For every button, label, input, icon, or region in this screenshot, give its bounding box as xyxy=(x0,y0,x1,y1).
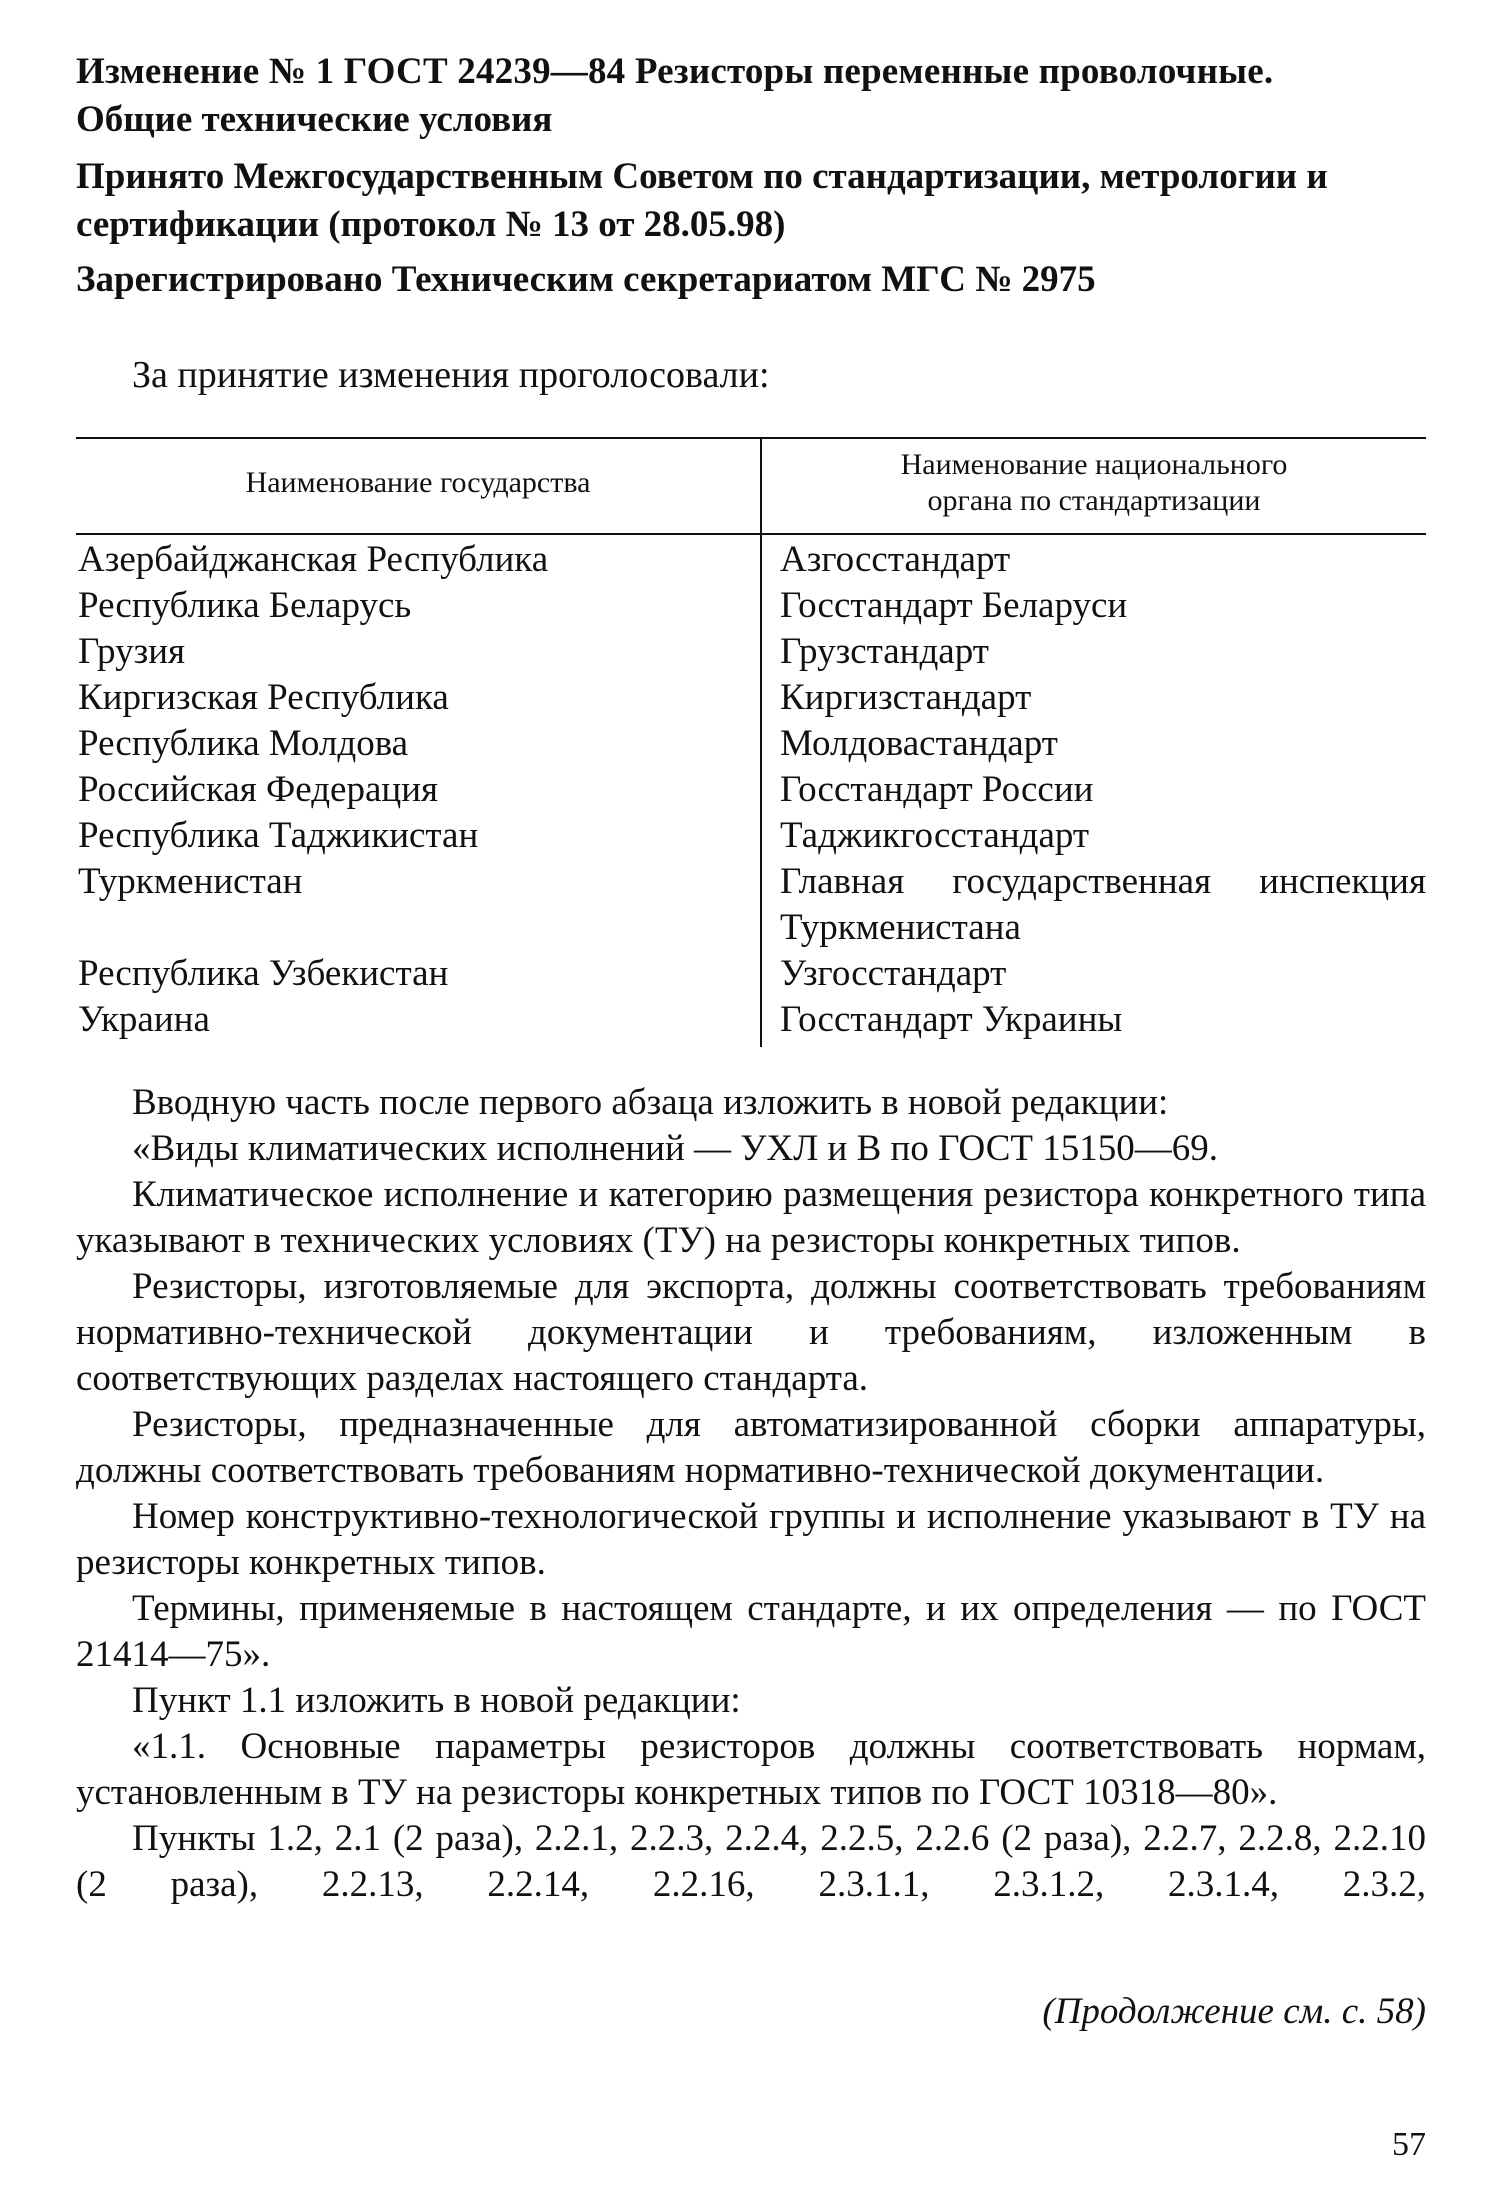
standards-body-name: Киргизстандарт xyxy=(780,677,1032,718)
column-header-line: органа по стандартизации xyxy=(927,484,1261,517)
table-row xyxy=(76,675,1426,721)
body-paragraph: Климатическое исполнение и категорию размещения резистора конкретного типа указывают в технических условиях (ТУ) на резисторы конкретных типов. xyxy=(76,1174,1426,1261)
voting-intro: За принятие изменения проголосовали: xyxy=(132,354,770,396)
body-paragraph: Номер конструктивно-технологической группы и исполнение указывают в ТУ на резисторы конкретных типов. xyxy=(76,1496,1426,1583)
body-paragraph: «1.1. Основные параметры резисторов должны соответствовать нормам, установленным в ТУ на резисторы конкретных типов по ГОСТ 10318—80». xyxy=(76,1726,1426,1813)
table-row xyxy=(76,721,1426,767)
state-name: Российская Федерация xyxy=(78,769,439,810)
table-row xyxy=(76,629,1426,675)
table-row xyxy=(76,767,1426,813)
body-paragraph: Резисторы, предназначенные для автоматизированной сборки аппаратуры, должны соответствовать требованиям нормативно-технической документации. xyxy=(76,1404,1426,1491)
standards-body-name: Грузстандарт xyxy=(780,631,989,672)
continuation-note: (Продолжение см. с. 58) xyxy=(1042,1991,1426,2032)
body-paragraph: Термины, применяемые в настоящем стандарте, и их определения — по ГОСТ 21414—75». xyxy=(76,1588,1426,1675)
standards-body-name: Таджикгосстандарт xyxy=(780,815,1090,856)
state-name: Республика Молдова xyxy=(78,723,409,764)
table-row xyxy=(76,537,1426,583)
table-row xyxy=(76,859,1426,951)
page-number: 57 xyxy=(1392,2126,1426,2163)
body-paragraph: Пункты 1.2, 2.1 (2 раза), 2.2.1, 2.2.3, 2.2.4, 2.2.5, 2.2.6 (2 раза), 2.2.7, 2.2.8, 2.2.10 (2 раза), 2.2.13, 2.2.14, 2.2.16, 2.3.1.1, 2.3.1.2, 2.3.1.4, 2.3.2, xyxy=(76,1818,1426,1905)
table-header-rule xyxy=(76,533,1426,535)
table-row xyxy=(76,997,1426,1043)
body-paragraph: Пункт 1.1 изложить в новой редакции: xyxy=(132,1680,741,1721)
state-name: Республика Таджикистан xyxy=(78,815,479,856)
body-paragraph: Вводную часть после первого абзаца изложить в новой редакции: xyxy=(132,1082,1169,1123)
amendment-title-line: Изменение № 1 ГОСТ 24239—84 Резисторы переменные проволочные. xyxy=(76,51,1274,92)
table-top-rule xyxy=(76,437,1426,439)
amendment-body xyxy=(76,1080,1426,1908)
amendment-title-line: Общие технические условия xyxy=(76,99,553,140)
standards-body-name: Молдовастандарт xyxy=(780,723,1058,764)
state-name: Грузия xyxy=(78,631,186,672)
state-name: Азербайджанская Республика xyxy=(78,539,549,580)
standards-body-name: Госстандарт России xyxy=(780,769,1094,810)
state-name: Республика Узбекистан xyxy=(78,953,449,994)
voting-table xyxy=(76,437,1426,1047)
adoption-note xyxy=(76,153,1426,249)
registration-note-line: Зарегистрировано Техническим секретариатом МГС № 2975 xyxy=(76,259,1096,300)
standards-body-name: Азгосстандарт xyxy=(780,539,1011,580)
column-header-state: Наименование государства xyxy=(245,466,591,499)
table-row xyxy=(76,813,1426,859)
state-name: Киргизская Республика xyxy=(78,677,449,718)
body-paragraph: «Виды климатических исполнений — УХЛ и В по ГОСТ 15150—69. xyxy=(132,1128,1218,1169)
column-header-standards-body xyxy=(762,447,1426,519)
registration-note xyxy=(76,256,1426,304)
state-name: Украина xyxy=(78,999,210,1040)
standards-body-name: Госстандарт Украины xyxy=(780,999,1123,1040)
table-body xyxy=(76,537,1426,1043)
standards-body-name: Узгосстандарт xyxy=(780,953,1007,994)
body-paragraph: Резисторы, изготовляемые для экспорта, должны соответствовать требованиям нормативно-технической документации и требованиям, изложенным в соответствующих разделах настоящего стандарта. xyxy=(76,1266,1426,1399)
amendment-title xyxy=(76,48,1426,144)
table-row xyxy=(76,951,1426,997)
adoption-note-line: Принято Межгосударственным Советом по стандартизации, метрологии и xyxy=(76,156,1328,197)
state-name: Республика Беларусь xyxy=(78,585,412,626)
adoption-note-line: сертификации (протокол № 13 от 28.05.98) xyxy=(76,204,786,245)
standards-body-name: Госстандарт Беларуси xyxy=(780,585,1128,626)
table-row xyxy=(76,583,1426,629)
standards-body-name: Главная государственная инспекция Туркменистана xyxy=(780,861,1426,948)
column-header-line: Наименование национального xyxy=(900,448,1288,481)
state-name: Туркменистан xyxy=(78,861,303,902)
